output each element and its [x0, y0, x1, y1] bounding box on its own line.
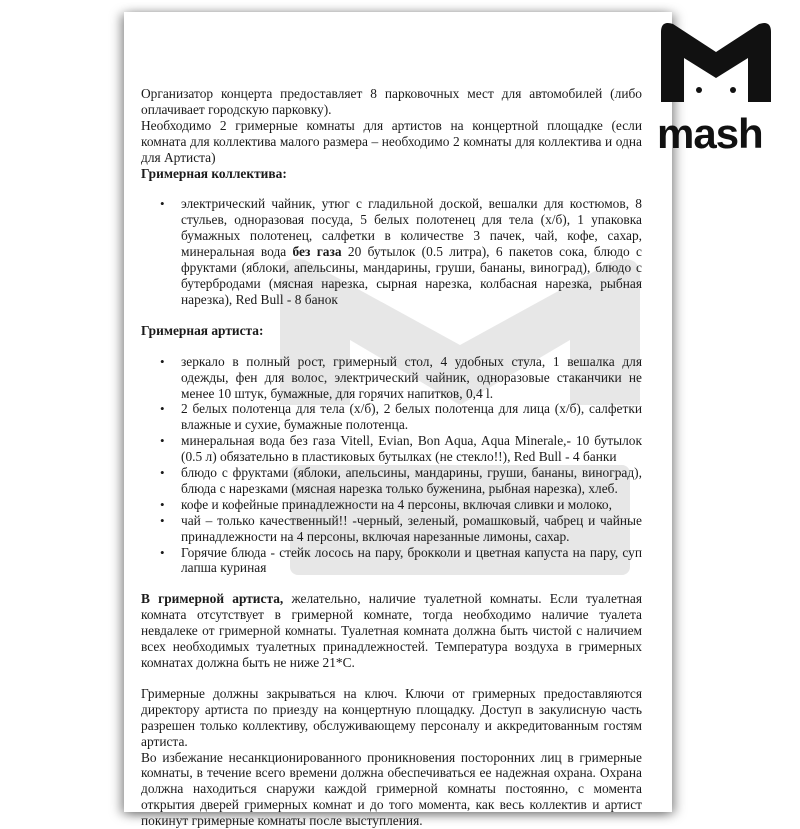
intro-paragraph-parking: Организатор концерта предоставляет 8 парковочных мест для автомобилей (либо оплачивает городскую парковку).	[141, 86, 642, 117]
toilet-paragraph: В гримерной артиста, желательно, наличие туалетной комнаты. Если туалетная комната отсутствует в гримерной комнате, тогда необходимо наличие туалета невдалеке от гримерной комнаты. Туалетная комната должна быть чистой с наличием всех необходимых туалетных принадлежностей. Температура воздуха в гримерных комнатах должна быть не ниже 21*С.	[141, 591, 643, 670]
document-body	[141, 86, 642, 829]
list-item: • минеральная вода без газа Vitell, Evian, Bon Aqua, Aqua Minerale,- 10 бутылок (0.5 л) обязательно в пластиковых бутылках (не стекло!!), Red Bull - 4 банки	[141, 433, 642, 465]
list-item: • кофе и кофейные принадлежности на 4 персоны, включая сливки и молоко,	[141, 497, 642, 513]
list-item: • 2 белых полотенца для тела (х/б), 2 белых полотенца для лица (х/б), салфетки влажные и сухие, бумажные полотенца.	[141, 401, 642, 433]
artist-room-list	[141, 354, 642, 577]
locks-paragraph: Гримерные должны закрываться на ключ. Ключи от гримерных предоставляются директору артиста по приезду на концертную площадку. Доступ в закулисную часть разрешен только коллективу, обслуживающему персоналу и аккредитованным гостям артиста.	[141, 685, 642, 749]
artist-room-heading: Гримерная артиста:	[141, 322, 264, 338]
band-room-heading: Гримерная коллектива:	[141, 165, 287, 181]
band-room-list	[141, 196, 642, 307]
intro-paragraph-rooms: Необходимо 2 гримерные комнаты для артистов на концертной площадке (если комната для коллектива малого размера – необходимо 2 комнаты для коллектива и одна для Артиста)	[141, 117, 642, 165]
logo-text: mash	[657, 110, 763, 157]
list-item: • электрический чайник, утюг с гладильной доской, вешалки для костюмов, 8 стульев, одноразовая посуда, 5 белых полотенец для тела (х/б), 1 упаковка бумажных полотенец, салфетки в количестве 3 пачек, чай, кофе, сахар, минеральная вода без газа 20 бутылок (0.5 литра), 6 пакетов сока, блюдо с фруктами (яблоки, апельсины, мандарины, груши, бананы, виноград), блюдо с бутербродами (мясная нарезка, сырная нарезка, колбасная нарезка, рыбная нарезка), Red Bull - 8 банок	[141, 196, 642, 307]
security-paragraph: Во избежание несанкционированного проникновения посторонних лиц в гримерные комнаты, в течение всего времени должна обеспечиваться ее надежная охрана. Охрана должна находиться снаружи каждой гримерной комнаты постоянно, с момента открытия дверей гримерных комнат и до того момента, как весь коллектив и артист покинут гримерные комнаты после выступления.	[141, 749, 642, 829]
list-item: • Горячие блюда - стейк лосось на пару, брокколи и цветная капуста на пару, суп лапша куриная	[141, 545, 642, 577]
list-item: • чай – только качественный!! -черный, зеленый, ромашковый, чабрец и чайные принадлежности на 4 персоны, включая нарезанные лимоны, сахар.	[141, 513, 642, 545]
list-item: • блюдо с фруктами (яблоки, апельсины, мандарины, груши, бананы, виноград), блюда с нарезками (мясная нарезка только буженина, рыбная нарезка), хлеб.	[141, 465, 642, 497]
list-item: • зеркало в полный рост, гримерный стол, 4 удобных стула, 1 вешалка для одежды, фен для волос, электрический чайник, одноразовые стаканчики не менее 10 штук, бумажные, для горячих напитков, 0,4 l.	[141, 354, 642, 402]
